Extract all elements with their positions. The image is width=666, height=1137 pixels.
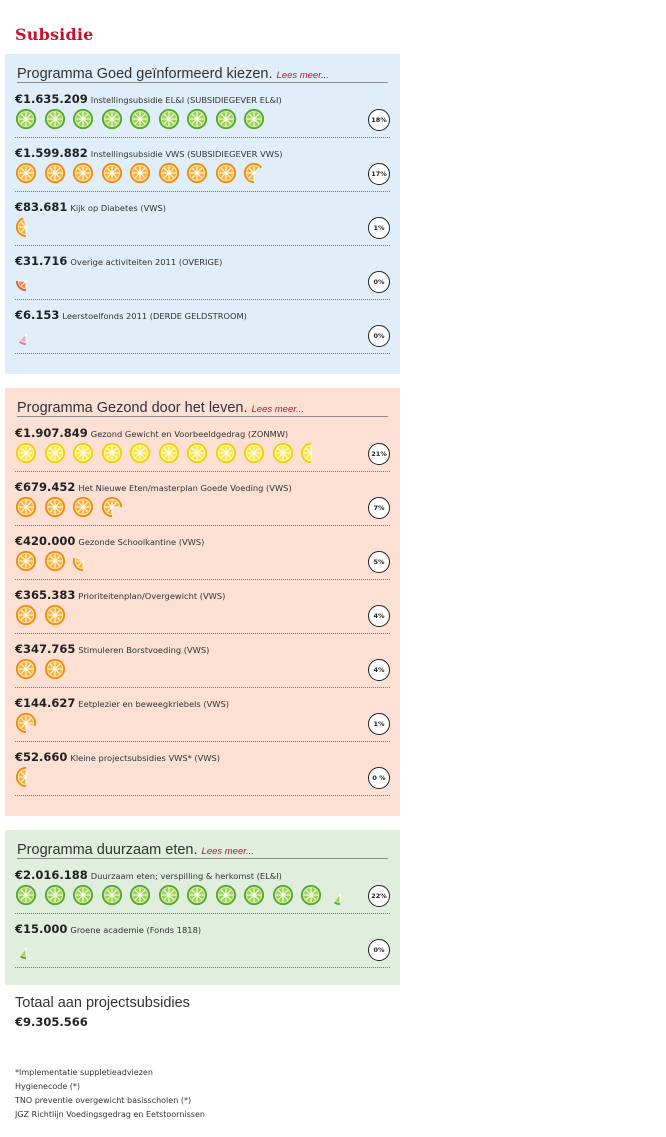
fruit-icon-bar [15, 442, 355, 466]
percent-badge: 5% [368, 551, 390, 573]
lime-slice-icon [101, 884, 123, 906]
subsidy-amount: €144.627 [15, 696, 76, 710]
subsidy-amount: €52.660 [15, 750, 68, 764]
total-label: Totaal aan projectsubsidies [15, 995, 190, 1011]
lime-slice-icon [215, 108, 237, 130]
subsidy-description: Duurzaam eten; verspilling & herkomst (EL&I) [90, 871, 282, 881]
dotted-separator [15, 579, 390, 580]
fruit-icon-bar [15, 216, 355, 240]
dotted-separator [15, 795, 390, 796]
program-header [17, 63, 388, 83]
subsidy-description: Instellingsubsidie EL&I (SUBSIDIEGEVER EL&I) [90, 95, 282, 105]
lemon-slice-icon [158, 442, 180, 464]
subsidy-item [15, 690, 390, 744]
percent-badge: 22% [368, 885, 390, 907]
lime-slice-icon [272, 884, 294, 906]
orange-slice-icon [186, 162, 208, 184]
subsidy-description: Stimuleren Borstvoeding (VWS) [78, 645, 210, 655]
fruit-icon-bar [15, 550, 355, 574]
percent-badge: 21% [368, 443, 390, 465]
subsidy-item-label [15, 304, 247, 323]
lime-slice-icon [243, 108, 265, 130]
lime-slice-icon [186, 108, 208, 130]
dotted-separator [15, 633, 390, 634]
percent-badge: 7% [368, 497, 390, 519]
grapefruit-slice-icon [15, 270, 37, 292]
fruit-icon-bar [15, 712, 355, 736]
fruit-icon-bar [15, 270, 355, 294]
subsidy-description: Groene academie (Fonds 1818) [70, 925, 202, 935]
orange-slice-icon [44, 496, 66, 518]
subsidy-amount: €420.000 [15, 534, 76, 548]
fruit-icon-bar [15, 938, 355, 962]
lime-slice-icon [44, 108, 66, 130]
lime-slice-icon [15, 884, 37, 906]
percent-badge: 0% [368, 271, 390, 293]
footnote: TNO preventie overgewicht basisscholen (*) [15, 1096, 192, 1105]
footnote: JGZ Richtlijn Voedingsgedrag en Eetstoornissen [15, 1110, 205, 1119]
total-amount: €9.305.566 [15, 1015, 88, 1029]
fruit-icon-bar [15, 658, 355, 682]
subsidy-item [15, 140, 390, 194]
fruit-icon-bar [15, 162, 355, 186]
orange-slice-icon [72, 496, 94, 518]
dotted-separator [15, 741, 390, 742]
page-title: Subsidie [15, 25, 94, 44]
subsidy-item [15, 862, 390, 916]
footnote: *Implementatie suppletieadviezen [15, 1068, 153, 1077]
subsidy-item-label [15, 422, 288, 441]
lemon-slice-icon [243, 442, 265, 464]
subsidy-item-label [15, 88, 282, 107]
subsidy-item [15, 744, 390, 798]
subsidy-item-label [15, 638, 209, 657]
subsidy-item [15, 420, 390, 474]
lime-slice-icon [15, 108, 37, 130]
percent-badge: 0% [368, 939, 390, 961]
dotted-separator [15, 191, 390, 192]
subsidy-item-label [15, 476, 292, 495]
lime-slice-icon [15, 938, 37, 960]
orange-slice-icon [15, 162, 37, 184]
subsidy-item [15, 528, 390, 582]
subsidy-description: Het Nieuwe Eten/masterplan Goede Voeding (VWS) [78, 483, 292, 493]
subsidy-item-label [15, 692, 229, 711]
orange-slice-icon [215, 162, 237, 184]
subsidy-description: Gezonde Schoolkantine (VWS) [78, 537, 205, 547]
dotted-separator [15, 967, 390, 968]
program-panel-gezond-door-het-leven [5, 388, 400, 816]
lime-slice-icon [186, 884, 208, 906]
subsidy-item-label [15, 142, 282, 161]
dotted-separator [15, 687, 390, 688]
lime-slice-icon [129, 884, 151, 906]
subsidy-amount: €365.383 [15, 588, 76, 602]
percent-badge: 4% [368, 605, 390, 627]
subsidy-description: Eetplezier en beweegkriebels (VWS) [78, 699, 229, 709]
subsidy-amount: €679.452 [15, 480, 76, 494]
lime-slice-icon [129, 108, 151, 130]
read-more-link[interactable]: Lees meer... [251, 404, 304, 415]
fruit-icon-bar [15, 766, 355, 790]
subsidy-amount: €1.599.882 [15, 146, 88, 160]
subsidy-amount: €347.765 [15, 642, 76, 656]
orange-slice-icon [44, 658, 66, 680]
subsidy-amount: €1.635.209 [15, 92, 88, 106]
percent-badge: 17% [368, 163, 390, 185]
orange-slice-icon [129, 162, 151, 184]
subsidy-item [15, 636, 390, 690]
orange-slice-icon [72, 162, 94, 184]
fruit-icon-bar [15, 108, 355, 132]
subsidy-description: Prioriteitenplan/Overgewicht (VWS) [78, 591, 226, 601]
orange-slice-icon [243, 162, 265, 184]
percent-badge: 1% [368, 217, 390, 239]
program-title: Programma Goed geïnformeerd kiezen. [17, 66, 273, 82]
subsidy-amount: €31.716 [15, 254, 68, 268]
percent-badge: 4% [368, 659, 390, 681]
read-more-link[interactable]: Lees meer... [276, 70, 329, 81]
orange-slice-icon [15, 658, 37, 680]
subsidy-item-label [15, 918, 201, 937]
lemon-slice-icon [101, 442, 123, 464]
lemon-slice-icon [300, 442, 322, 464]
lime-slice-icon [215, 884, 237, 906]
lemon-slice-icon [72, 442, 94, 464]
fruit-icon-bar [15, 496, 355, 520]
lemon-slice-icon [44, 442, 66, 464]
percent-badge: 0 % [368, 767, 390, 789]
percent-badge: 18% [368, 109, 390, 131]
subsidy-description: Instellingsubsidie VWS (SUBSIDIEGEVER VWS) [90, 149, 283, 159]
subsidy-item-label [15, 584, 225, 603]
dotted-separator [15, 913, 390, 914]
orange-slice-icon [101, 496, 123, 518]
orange-slice-icon [15, 216, 37, 238]
fruit-icon-bar [15, 324, 355, 348]
subsidy-item-label [15, 864, 282, 883]
dotted-separator [15, 525, 390, 526]
fruit-icon-bar [15, 884, 355, 908]
orange-slice-icon [72, 550, 94, 572]
subsidy-description: Kleine projectsubsidies VWS* (VWS) [70, 753, 221, 763]
subsidy-item [15, 582, 390, 636]
subsidy-amount: €2.016.188 [15, 868, 88, 882]
program-panel-goed-geinformeerd [5, 54, 400, 374]
lime-slice-icon [101, 108, 123, 130]
subsidy-item-label [15, 746, 220, 765]
program-header [17, 839, 388, 859]
subsidy-item [15, 302, 390, 356]
program-header [17, 397, 388, 417]
subsidy-description: Leerstoelfonds 2011 (DERDE GELDSTROOM) [62, 311, 247, 321]
subsidy-description: Overige activiteiten 2011 (OVERIGE) [70, 257, 223, 267]
pink-slice-icon [15, 324, 37, 346]
dotted-separator [15, 245, 390, 246]
percent-badge: 0% [368, 325, 390, 347]
footnote: Hygienecode (*) [15, 1082, 81, 1091]
subsidy-amount: €15.000 [15, 922, 68, 936]
percent-badge: 1% [368, 713, 390, 735]
orange-slice-icon [15, 550, 37, 572]
orange-slice-icon [15, 496, 37, 518]
orange-slice-icon [15, 712, 37, 734]
orange-slice-icon [44, 604, 66, 626]
lime-slice-icon [72, 108, 94, 130]
program-panel-duurzaam-eten [5, 830, 400, 985]
orange-slice-icon [101, 162, 123, 184]
lemon-slice-icon [129, 442, 151, 464]
dotted-separator [15, 353, 390, 354]
lime-slice-icon [72, 884, 94, 906]
dotted-separator [15, 299, 390, 300]
subsidy-item [15, 916, 390, 970]
lime-slice-icon [158, 108, 180, 130]
orange-slice-icon [158, 162, 180, 184]
read-more-link[interactable]: Lees meer... [201, 846, 254, 857]
subsidy-item [15, 474, 390, 528]
subsidy-item-label [15, 196, 166, 215]
lemon-slice-icon [215, 442, 237, 464]
lime-slice-icon [243, 884, 265, 906]
lime-slice-icon [158, 884, 180, 906]
subsidy-item [15, 86, 390, 140]
lime-slice-icon [300, 884, 322, 906]
fruit-icon-bar [15, 604, 355, 628]
dotted-separator [15, 137, 390, 138]
dotted-separator [15, 471, 390, 472]
orange-slice-icon [44, 550, 66, 572]
lemon-slice-icon [186, 442, 208, 464]
subsidy-amount: €6.153 [15, 308, 60, 322]
lemon-slice-icon [15, 442, 37, 464]
subsidy-amount: €1.907.849 [15, 426, 88, 440]
subsidy-description: Kijk op Diabetes (VWS) [70, 203, 166, 213]
subsidy-description: Gezond Gewicht en Voorbeeldgedrag (ZONMW) [90, 429, 289, 439]
orange-slice-icon [44, 162, 66, 184]
orange-slice-icon [15, 766, 37, 788]
subsidy-item [15, 194, 390, 248]
orange-slice-icon [15, 604, 37, 626]
subsidy-amount: €83.681 [15, 200, 68, 214]
program-title: Programma duurzaam eten. [17, 842, 198, 858]
subsidy-item-label [15, 530, 204, 549]
subsidy-item [15, 248, 390, 302]
lemon-slice-icon [272, 442, 294, 464]
program-title: Programma Gezond door het leven. [17, 400, 248, 416]
subsidy-item-label [15, 250, 222, 269]
lime-slice-icon [329, 884, 351, 906]
lime-slice-icon [44, 884, 66, 906]
